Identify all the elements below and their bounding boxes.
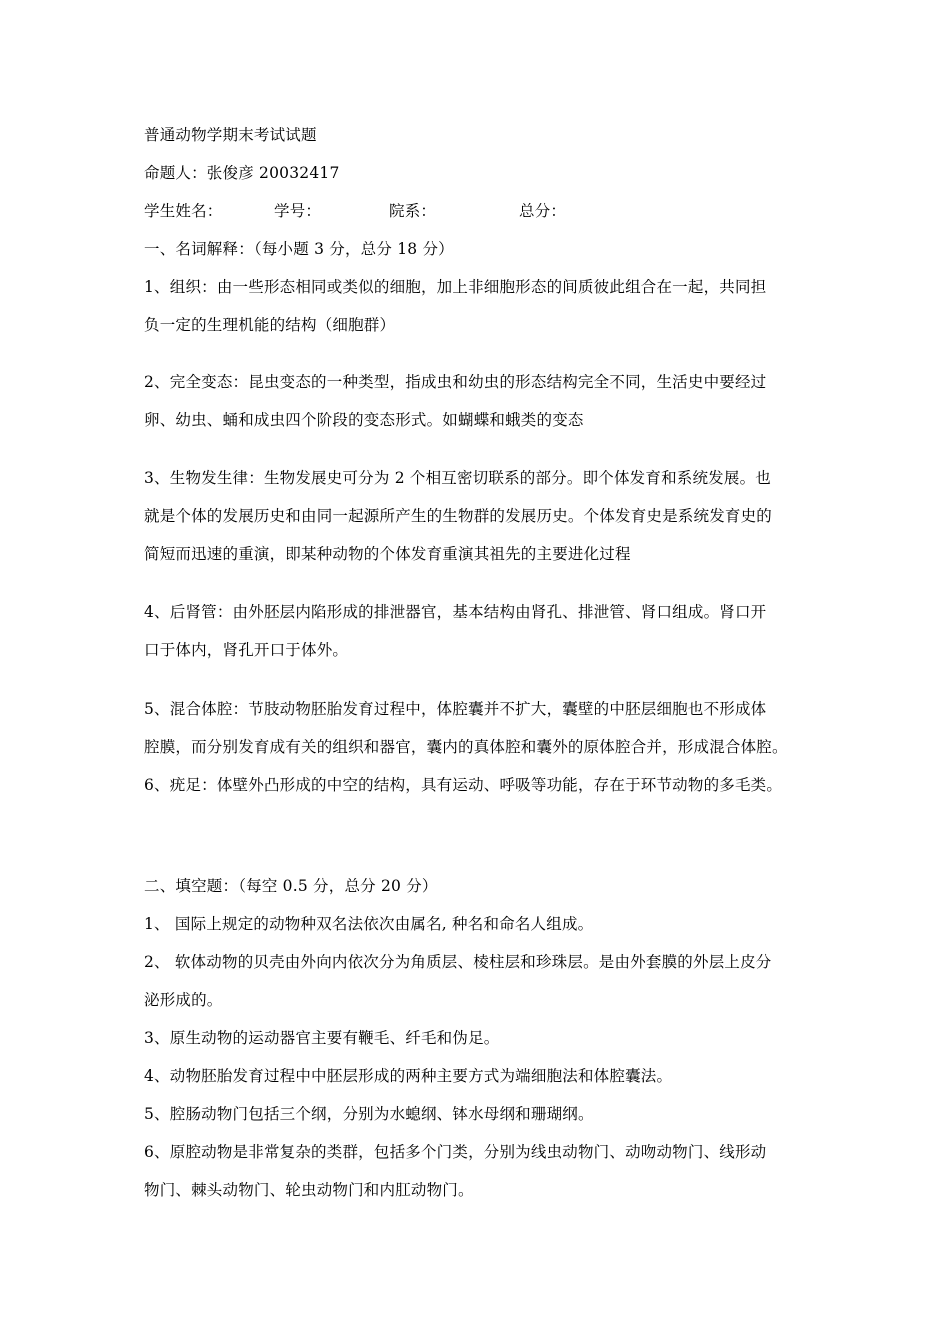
definition-item-1-line-2: 负一定的生理机能的结构（细胞群） — [144, 316, 396, 334]
fill-item-3-line-1: 3、原生动物的运动器官主要有鞭毛、纤毛和伪足。 — [144, 1029, 500, 1047]
definition-item-5-line-2: 腔膜，而分别发育成有关的组织和器官，囊内的真体腔和囊外的原体腔合并，形成混合体腔。 — [144, 738, 788, 756]
author-line: 命题人：张俊彦 20032417 — [144, 164, 340, 182]
fill-item-6-line-2: 物门、棘头动物门、轮虫动物门和内肛动物门。 — [144, 1181, 474, 1199]
definition-item-6-line-1: 6、疣足：体壁外凸形成的中空的结构，具有运动、呼吸等功能，存在于环节动物的多毛类。 — [144, 776, 783, 794]
definition-item-2-line-2: 卵、幼虫、蛹和成虫四个阶段的变态形式。如蝴蝶和蛾类的变态 — [144, 411, 584, 429]
fill-item-1-line-1: 1、 国际上规定的动物种双名法依次由属名, 种名和命名人组成。 — [144, 915, 594, 933]
section1-heading: 一、名词解释：（每小题 3 分，总分 18 分） — [144, 240, 454, 258]
definition-item-2-line-1: 2、完全变态：昆虫变态的一种类型，指成虫和幼虫的形态结构完全不同，生活史中要经过 — [144, 373, 767, 391]
page-title: 普通动物学期末考试试题 — [144, 126, 317, 144]
student-id-field: 学号： — [274, 202, 322, 220]
definition-item-4-line-2: 口于体内，肾孔开口于体外。 — [144, 641, 349, 659]
section2-heading: 二、填空题：（每空 0.5 分，总分 20 分） — [144, 877, 438, 895]
definition-item-1-line-1: 1、组织：由一些形态相同或类似的细胞，加上非细胞形态的间质彼此组合在一起，共同担 — [144, 278, 767, 296]
definition-item-3-line-1: 3、生物发生律：生物发展史可分为 2 个相互密切联系的部分。即个体发育和系统发展。也 — [144, 469, 771, 487]
definition-item-5-line-1: 5、混合体腔：节肢动物胚胎发育过程中，体腔囊并不扩大，囊壁的中胚层细胞也不形成体 — [144, 700, 767, 718]
definition-item-3-line-2: 就是个体的发展历史和由同一起源所产生的生物群的发展历史。个体发育史是系统发育史的 — [144, 507, 773, 525]
definition-item-3-line-3: 简短而迅速的重演，即某种动物的个体发育重演其祖先的主要进化过程 — [144, 545, 631, 563]
fill-item-6-line-1: 6、原腔动物是非常复杂的类群，包括多个门类，分别为线虫动物门、动吻动物门、线形动 — [144, 1143, 767, 1161]
total-score-field: 总分： — [519, 202, 567, 220]
fill-item-4-line-1: 4、动物胚胎发育过程中中胚层形成的两种主要方式为端细胞法和体腔囊法。 — [144, 1067, 673, 1085]
fill-item-2-line-1: 2、 软体动物的贝壳由外向内依次分为角质层、棱柱层和珍珠层。是由外套膜的外层上皮分 — [144, 953, 772, 971]
definition-item-4-line-1: 4、后肾管：由外胚层内陷形成的排泄器官，基本结构由肾孔、排泄管、肾口组成。肾口开 — [144, 603, 767, 621]
fill-item-5-line-1: 5、腔肠动物门包括三个纲，分别为水螅纲、钵水母纲和珊瑚纲。 — [144, 1105, 594, 1123]
department-field: 院系： — [389, 202, 437, 220]
student-info-row — [144, 201, 566, 221]
fill-item-2-line-2: 泌形成的。 — [144, 991, 223, 1009]
student-name-field: 学生姓名： — [144, 202, 223, 220]
